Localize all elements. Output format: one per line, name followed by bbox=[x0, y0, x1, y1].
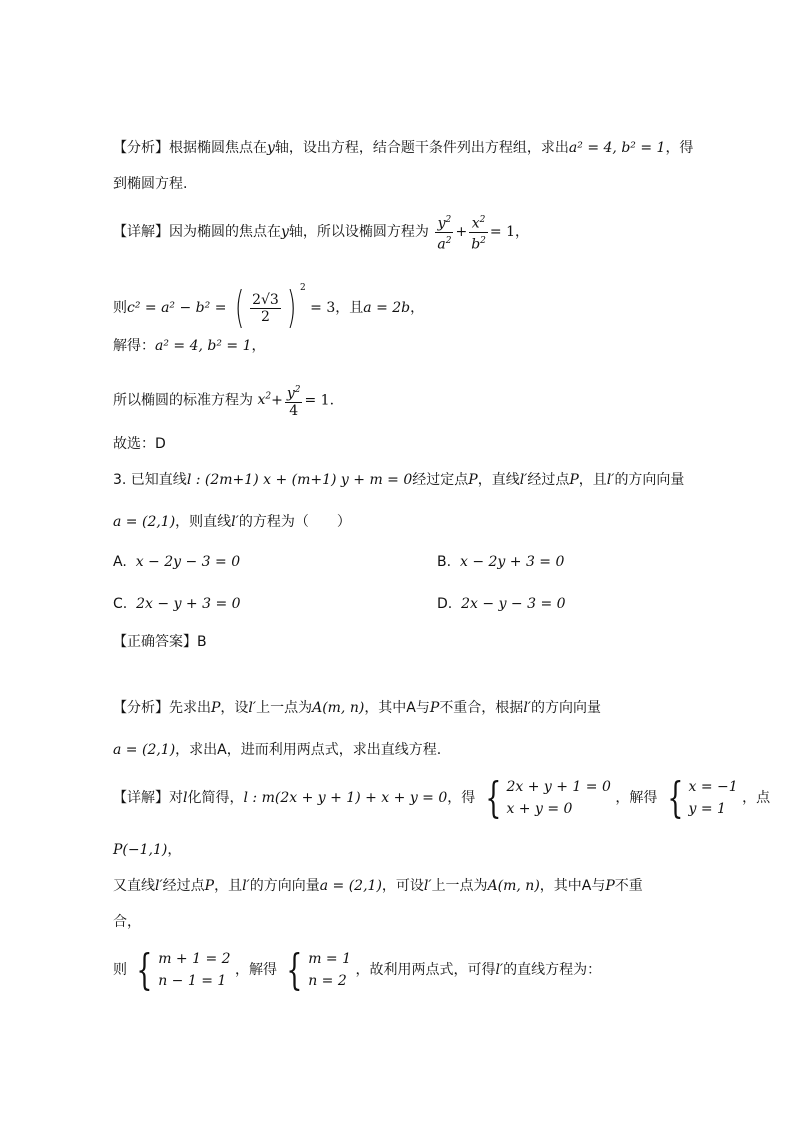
text: 【分析】先求出 bbox=[113, 700, 211, 716]
text: ，得 bbox=[665, 140, 694, 156]
fraction-y2-a2: $\frac{y^2}{a^2}$ bbox=[435, 212, 453, 252]
text: 解得： bbox=[113, 338, 155, 354]
math: a = 2b bbox=[363, 300, 411, 316]
text: 经过点 bbox=[527, 472, 570, 488]
question-3-line-1 bbox=[113, 470, 684, 490]
q3-analysis-line-1 bbox=[113, 698, 601, 718]
option-label: D. bbox=[437, 596, 453, 612]
text: ，直线 bbox=[477, 472, 520, 488]
fraction-2root3-2: $\frac{2√3}{2}$ bbox=[252, 291, 279, 325]
option-label: C. bbox=[113, 596, 128, 612]
math: P bbox=[569, 472, 579, 488]
math: l′ bbox=[423, 878, 432, 894]
text: 的方程为（ ） bbox=[238, 514, 351, 530]
text: 又直线 bbox=[113, 878, 155, 894]
math: P bbox=[429, 700, 440, 716]
text: 【详解】对 bbox=[113, 790, 183, 806]
math: l′ bbox=[495, 962, 504, 978]
text: ，解得 bbox=[235, 962, 277, 978]
text: ，则直线 bbox=[175, 514, 232, 530]
text: 则 bbox=[113, 300, 127, 316]
math: l′ bbox=[242, 878, 250, 894]
detail-line-3 bbox=[113, 336, 266, 356]
fraction-y2-4: $\frac{y^2}{4}$ bbox=[285, 382, 303, 419]
text: ， bbox=[167, 842, 182, 858]
math: y bbox=[281, 224, 289, 241]
math: l′ bbox=[519, 472, 528, 488]
math: y bbox=[267, 140, 275, 156]
text: 上一点为 bbox=[431, 878, 488, 894]
math: = 1. bbox=[304, 392, 335, 409]
analysis-line-2: 到椭圆方程. bbox=[113, 176, 188, 192]
math: l bbox=[183, 790, 188, 806]
option-b bbox=[437, 552, 564, 572]
text: ，得 bbox=[447, 790, 476, 806]
text: ，其中A与 bbox=[364, 700, 430, 716]
text: 的方向向量 bbox=[249, 878, 320, 894]
text: 轴，设出方程，结合题干条件列出方程组，求出 bbox=[274, 140, 569, 156]
option-label: B. bbox=[437, 554, 452, 570]
text: 轴，所以设椭圆方程为 bbox=[288, 224, 429, 241]
math: P bbox=[204, 878, 215, 894]
option-value: 2x − y + 3 = 0 bbox=[136, 596, 241, 612]
equation-system-2: { x = −1 y = 1 bbox=[667, 773, 738, 822]
text: 的方向向量 bbox=[614, 472, 685, 488]
text: ，点 bbox=[742, 790, 771, 806]
text: 所以椭圆的标准方程为 bbox=[113, 392, 253, 409]
text: ， bbox=[251, 338, 266, 354]
text: ，其中A与 bbox=[539, 878, 606, 894]
correct-answer: 【正确答案】B bbox=[113, 634, 207, 650]
text: 上一点为 bbox=[256, 700, 313, 716]
text: 【详解】因为椭圆的焦点在 bbox=[113, 224, 281, 241]
text: 的直线方程为： bbox=[503, 962, 602, 978]
math: = 1， bbox=[489, 224, 529, 241]
option-label: A. bbox=[113, 554, 127, 570]
text: 不重合，根据 bbox=[439, 700, 524, 716]
text: 则 bbox=[113, 962, 127, 978]
math: c² = a² − b² = bbox=[127, 300, 227, 316]
text: ， bbox=[410, 300, 425, 316]
detail-line-1: 【详解】因为椭圆的焦点在y轴，所以设椭圆方程为 $\frac{y^2}{a^2}$ + $\frac{x^2}{b^2}$ = 1， bbox=[113, 212, 529, 252]
text: 不重 bbox=[614, 878, 643, 894]
text: ，设 bbox=[220, 700, 249, 716]
option-d bbox=[437, 594, 566, 614]
equation-system-4: { m = 1 n = 2 bbox=[286, 945, 352, 994]
math: P bbox=[468, 472, 478, 488]
text: ，解得 bbox=[615, 790, 658, 806]
math: l′ bbox=[523, 700, 531, 716]
math: l′ bbox=[155, 878, 163, 894]
detail-line-2: 则c² = a² − b² = ( $\frac{2√3}{2}$ ) $^2$ = 3，且a = 2b， bbox=[113, 282, 425, 333]
option-value: x − 2y + 3 = 0 bbox=[459, 554, 565, 570]
text: ，且 bbox=[214, 878, 243, 894]
text: 3. 已知直线 bbox=[113, 472, 187, 488]
q3-detail-line-3 bbox=[113, 876, 643, 896]
choice-line: 故选：D bbox=[113, 436, 166, 452]
vector-a: a = (2,1) bbox=[319, 878, 382, 894]
math: P bbox=[211, 700, 221, 716]
text: ，求出A，进而利用两点式，求出直线方程. bbox=[175, 742, 442, 758]
math: a² = 4, b² = 1 bbox=[568, 140, 666, 156]
text: 经过定点 bbox=[412, 472, 469, 488]
detail-line-4: 所以椭圆的标准方程为 $x^2+$ $\frac{y^2}{4}$ = 1. bbox=[113, 382, 334, 419]
math: l′ bbox=[248, 700, 257, 716]
math: = 3 bbox=[310, 300, 336, 316]
q3-detail-line-2 bbox=[113, 840, 181, 860]
text: ，且 bbox=[335, 300, 364, 316]
math: l : (2m+1) x + (m+1) y + m = 0 bbox=[186, 472, 413, 488]
math: a² = 4, b² = 1 bbox=[155, 338, 252, 354]
text: ，且 bbox=[578, 472, 607, 488]
option-value: x − 2y − 3 = 0 bbox=[135, 554, 241, 570]
text: 经过点 bbox=[162, 878, 205, 894]
q3-detail-line-4: 合， bbox=[113, 914, 141, 930]
vector-a: a = (2,1) bbox=[113, 742, 176, 758]
option-c bbox=[113, 594, 241, 614]
option-a bbox=[113, 552, 240, 572]
vector-a: a = (2,1) bbox=[113, 514, 176, 530]
math: P bbox=[605, 878, 615, 894]
equation-system-1: { 2x + y + 1 = 0 x + y = 0 bbox=[485, 773, 611, 822]
math: l′ bbox=[606, 472, 615, 488]
option-value: 2x − y − 3 = 0 bbox=[461, 596, 566, 612]
math: l : m(2x + y + 1) + x + y = 0 bbox=[243, 790, 448, 806]
math: l′ bbox=[231, 514, 239, 530]
text: ，可设 bbox=[381, 878, 424, 894]
math: A(m, n) bbox=[312, 700, 365, 716]
q3-detail-line-1 bbox=[113, 773, 771, 822]
fraction-x2-b2: $\frac{x^2}{b^2}$ bbox=[469, 212, 488, 252]
text: ，故利用两点式，可得 bbox=[355, 962, 496, 978]
question-3-line-2 bbox=[113, 512, 351, 532]
math: P(−1,1) bbox=[113, 842, 168, 858]
math: A(m, n) bbox=[487, 878, 540, 894]
equation-system-3: { m + 1 = 2 n − 1 = 1 bbox=[136, 945, 231, 994]
analysis-line-1 bbox=[113, 138, 693, 158]
text: 的方向向量 bbox=[530, 700, 601, 716]
text: 化简得， bbox=[187, 790, 244, 806]
q3-detail-line-5 bbox=[113, 945, 602, 994]
text: 【分析】根据椭圆焦点在 bbox=[113, 140, 267, 156]
q3-analysis-line-2 bbox=[113, 740, 441, 760]
